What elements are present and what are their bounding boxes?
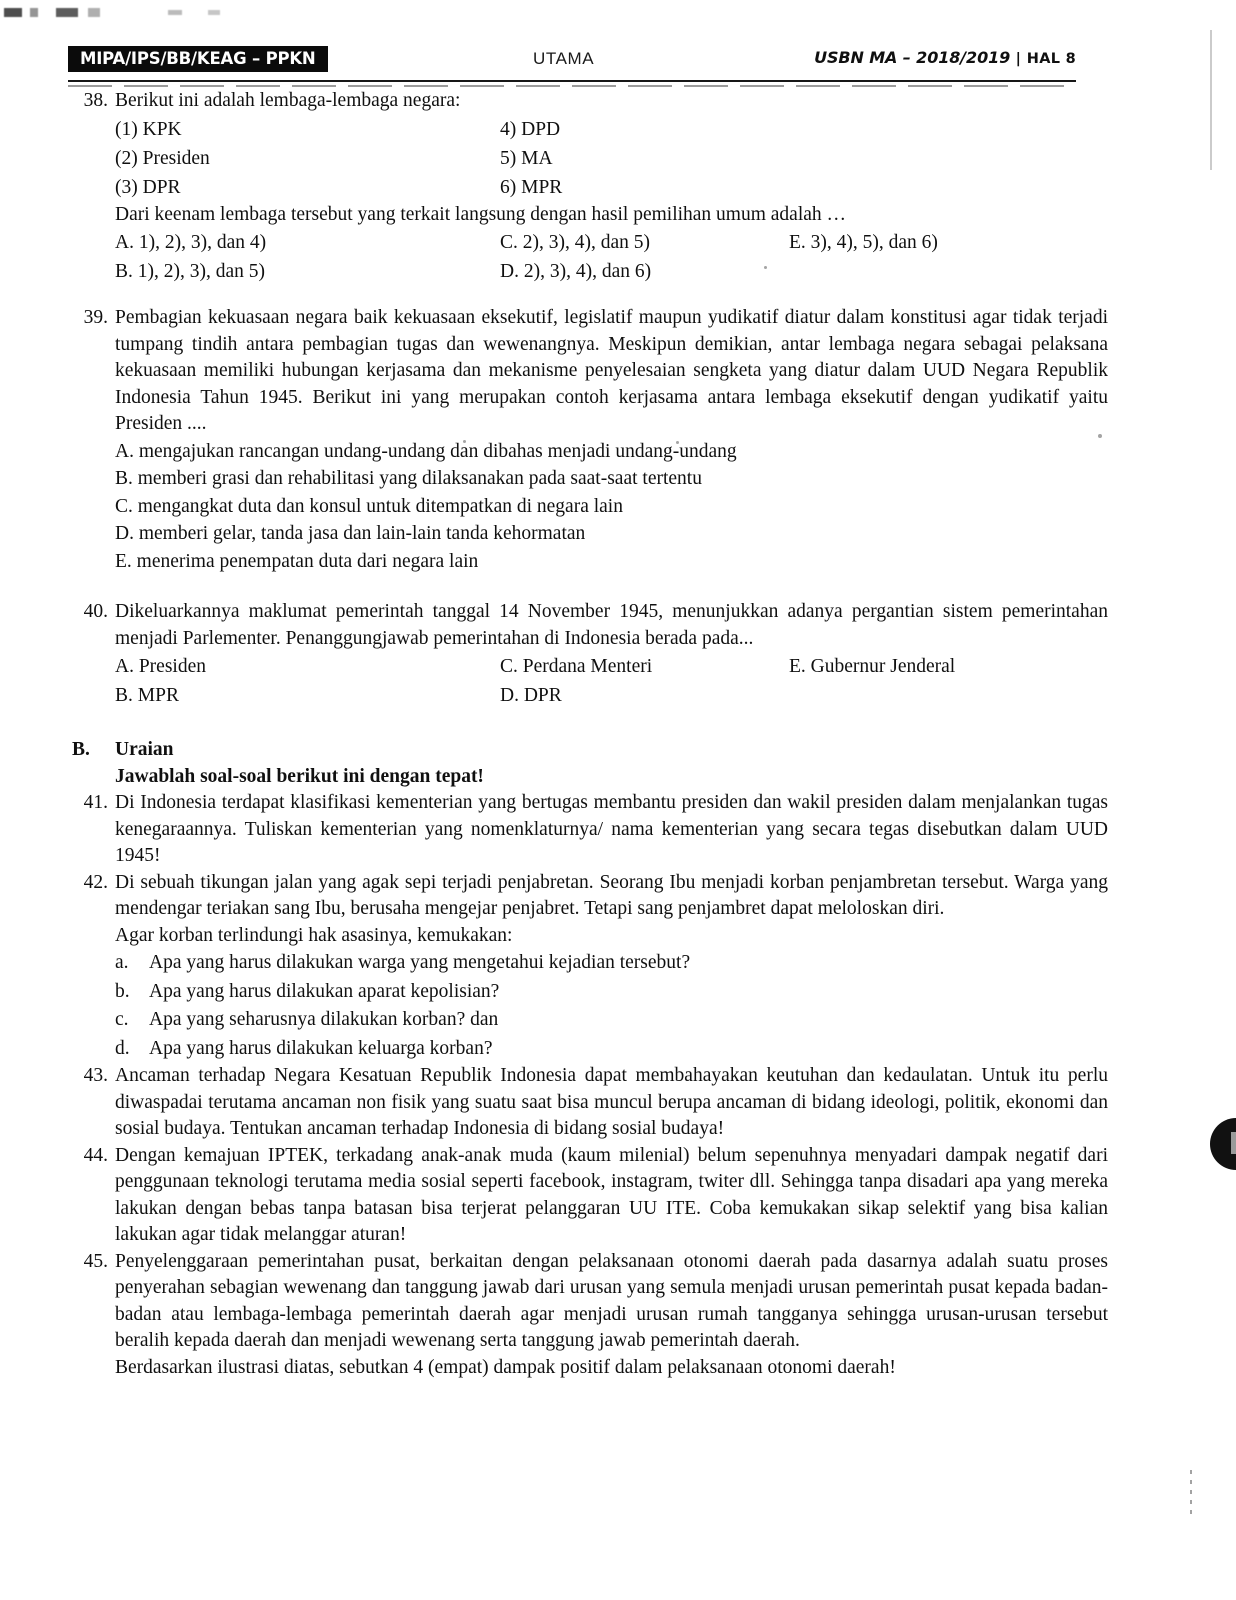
section-b-heading — [0, 736, 1236, 790]
subitem-d — [115, 1035, 1108, 1064]
question-39 — [0, 305, 1236, 575]
section-title: Uraian — [115, 739, 174, 760]
question-41 — [0, 790, 1236, 870]
subitem-text: Apa yang harus dilakukan warga yang mengetahui kejadian tersebut? — [149, 952, 691, 973]
option-a[interactable]: A. 1), 2), 3), dan 4) — [115, 232, 267, 253]
option-c[interactable]: C. mengangkat duta dan konsul untuk ditempatkan di negara lain — [115, 495, 623, 517]
subitem-marker: a. — [115, 952, 129, 973]
header-separator: | — [1015, 51, 1022, 67]
question-number: 45. — [83, 1250, 108, 1272]
section-instruction: Jawablah soal-soal berikut ini dengan tepat! — [115, 766, 484, 787]
question-number: 41. — [83, 792, 108, 813]
subitem-text: Apa yang harus dilakukan keluarga korban? — [149, 1037, 493, 1059]
question-number: 42. — [83, 871, 108, 893]
exam-name: USBN MA – 2018/2019 — [814, 48, 1011, 67]
option-row — [115, 681, 1108, 710]
question-text: Penyelenggaraan pemerintahan pusat, berkaitan dengan pelaksanaan otonomi daerah pada dasarnya adalah suatu proses penyerahan sebagian wewenang dan tanggung jawab dari urusan yang semula menjadi urusan pemerintah pusat kepada badan-badan atau lembaga-lembaga pemerintah daerah agar menjadi urusan rumah tangganya sehingga urusan-urusan tersebut beralih kepada daerah dan menjadi wewenang serta tanggung jawab pemerintah daerah. — [115, 1250, 1108, 1351]
question-text: Pembagian kekuasaan negara baik kekuasaan eksekutif, legislatif maupun yudikatif diatur dalam konstitusi agar tidak terjadi tumpang tindih antara pembagian tugas dan wewenangnya. Meskipun demikian, antar lembaga negara sebagai pelaksana kekuasaan memiliki hubungan kerjasama dan mekanisme penyelesaian sengketa yang diatur dalam UUD Negara Republik Indonesia Tahun 1945. Berikut ini yang merupakan contoh kerjasama antara lembaga eksekutif dengan yudikatif yaitu Presiden .... — [115, 307, 1108, 434]
scan-noise-artifact — [4, 8, 154, 17]
question-text: Ancaman terhadap Negara Kesatuan Republik Indonesia dapat membahayakan keutuhan dan kedaulatan. Untuk itu perlu diwaspadai terutama ancaman non fisik yang suatu saat bisa muncul berupa ancaman di bidang ideologi, politik, ekonomi dan sosial budaya. Tentukan ancaman terhadap Indonesia di bidang sosial budaya! — [115, 1065, 1108, 1139]
list-item — [115, 173, 1108, 202]
subitem-text: Apa yang harus dilakukan aparat kepolisian? — [149, 980, 500, 1002]
question-number: 40. — [83, 601, 108, 622]
subitem-text: Apa yang seharusnya dilakukan korban? dan — [149, 1009, 499, 1030]
subitem-marker: c. — [115, 1009, 129, 1030]
question-38 — [0, 88, 1236, 286]
question-44 — [0, 1143, 1236, 1249]
list-item-left: (2) Presiden — [115, 147, 210, 169]
option-c[interactable]: C. Perdana Menteri — [500, 656, 653, 677]
header-rule-shadow — [68, 85, 1076, 87]
option-empty — [789, 681, 1108, 710]
section-letter: B. — [72, 739, 90, 760]
option-d[interactable]: D. memberi gelar, tanda jasa dan lain-lain tanda kehormatan — [115, 523, 586, 544]
option-row — [115, 228, 1108, 257]
question-text: Dikeluarkannya maklumat pemerintah tanggal 14 November 1945, menunjukkan adanya pergantian sistem pemerintahan menjadi Parlementer. Penanggungjawab pemerintahan di Indonesia berada pada... — [115, 601, 1108, 649]
option-empty — [789, 257, 1108, 286]
list-item-right: 6) MPR — [500, 176, 563, 198]
page-number-label: HAL 8 — [1026, 51, 1076, 67]
question-subitems — [115, 949, 1108, 1063]
question-number: 39. — [83, 307, 108, 328]
option-a[interactable]: A. mengajukan rancangan undang-undang dan dibahas menjadi undang-undang — [115, 440, 737, 462]
subitem-b — [115, 978, 1108, 1007]
header-rule — [68, 80, 1076, 82]
answer-options — [115, 438, 1108, 576]
option-e[interactable]: E. menerima penempatan duta dari negara lain — [115, 550, 479, 572]
subitem-c — [115, 1006, 1108, 1035]
list-item-right: 4) DPD — [500, 118, 561, 140]
question-text: Di Indonesia terdapat klasifikasi kementerian yang bertugas membantu presiden dan wakil presiden dalam menjalankan tugas kenegaraannya. Tuliskan kementerian yang nomenklaturnya/ nama kementerian yang secara tegas disebutkan dalam UUD 1945! — [115, 792, 1108, 866]
questions-container — [0, 88, 1236, 1381]
subject-tag: MIPA/IPS/BB/KEAG – PPKN — [68, 46, 328, 72]
question-number: 44. — [83, 1144, 108, 1166]
option-a[interactable]: A. Presiden — [115, 656, 206, 677]
scan-edge-tick-artifact — [1190, 1470, 1192, 1516]
subitem-marker: b. — [115, 980, 130, 1002]
option-d[interactable]: D. DPR — [500, 685, 562, 706]
list-item-left: (1) KPK — [115, 118, 182, 140]
question-43 — [0, 1063, 1236, 1143]
list-item-right: 5) MA — [500, 147, 553, 169]
exam-variant-label: UTAMA — [533, 49, 595, 68]
question-text: Di sebuah tikungan jalan yang agak sepi terjadi penjabretan. Seorang Ibu menjadi korban penjambretan tersebut. Warga yang mendengar teriakan sang Ibu, berusaha mengejar penjabret. Tetapi sang penjambret dapat meloloskan diri. — [115, 871, 1108, 919]
subitem-a — [115, 949, 1108, 978]
subitem-marker: d. — [115, 1037, 130, 1059]
answer-options — [115, 652, 1108, 710]
question-lead-text: Berikut ini adalah lembaga-lembaga negara: — [115, 90, 461, 111]
list-item — [115, 115, 1108, 144]
question-40 — [0, 599, 1236, 710]
scan-noise-artifact-secondary — [168, 10, 358, 15]
option-b[interactable]: B. MPR — [115, 685, 179, 706]
option-b[interactable]: B. memberi grasi dan rehabilitasi yang dilaksanakan pada saat-saat tertentu — [115, 468, 702, 489]
option-row — [115, 652, 1108, 681]
institution-list — [115, 115, 1108, 202]
option-e[interactable]: E. 3), 4), 5), dan 6) — [789, 232, 938, 253]
question-subprompt: Berdasarkan ilustrasi diatas, sebutkan 4 (empat) dampak positif dalam pelaksanaan otonomi daerah! — [115, 1356, 896, 1378]
list-item-left: (3) DPR — [115, 176, 181, 198]
page-header — [68, 46, 1076, 86]
option-row — [115, 257, 1108, 286]
option-d[interactable]: D. 2), 3), 4), dan 6) — [500, 261, 652, 282]
option-e[interactable]: E. Gubernur Jenderal — [789, 656, 956, 677]
answer-options — [115, 228, 1108, 286]
question-42 — [0, 870, 1236, 1064]
question-prompt: Dari keenam lembaga tersebut yang terkait langsung dengan hasil pemilihan umum adalah … — [115, 203, 847, 225]
question-subprompt: Agar korban terlindungi hak asasinya, kemukakan: — [115, 924, 513, 946]
exam-meta-label — [814, 48, 1076, 67]
option-b[interactable]: B. 1), 2), 3), dan 5) — [115, 261, 266, 282]
question-number: 43. — [83, 1065, 108, 1086]
list-item — [115, 144, 1108, 173]
question-number: 38. — [83, 90, 108, 111]
option-c[interactable]: C. 2), 3), 4), dan 5) — [500, 232, 651, 253]
question-45 — [0, 1249, 1236, 1382]
question-text: Dengan kemajuan IPTEK, terkadang anak-anak muda (kaum milenial) belum sepenuhnya menyadari dampak negatif dari penggunaan teknologi terutama media sosial seperti facebook, instagram, twiter dll. Sehingga tanpa disadari apa yang mereka lakukan dengan bebas tanpa batasan bisa terjerat pelanggaran UU ITE. Coba kemukakan sikap selektif yang bisa kalian lakukan agar tidak melanggar aturan! — [115, 1144, 1108, 1245]
